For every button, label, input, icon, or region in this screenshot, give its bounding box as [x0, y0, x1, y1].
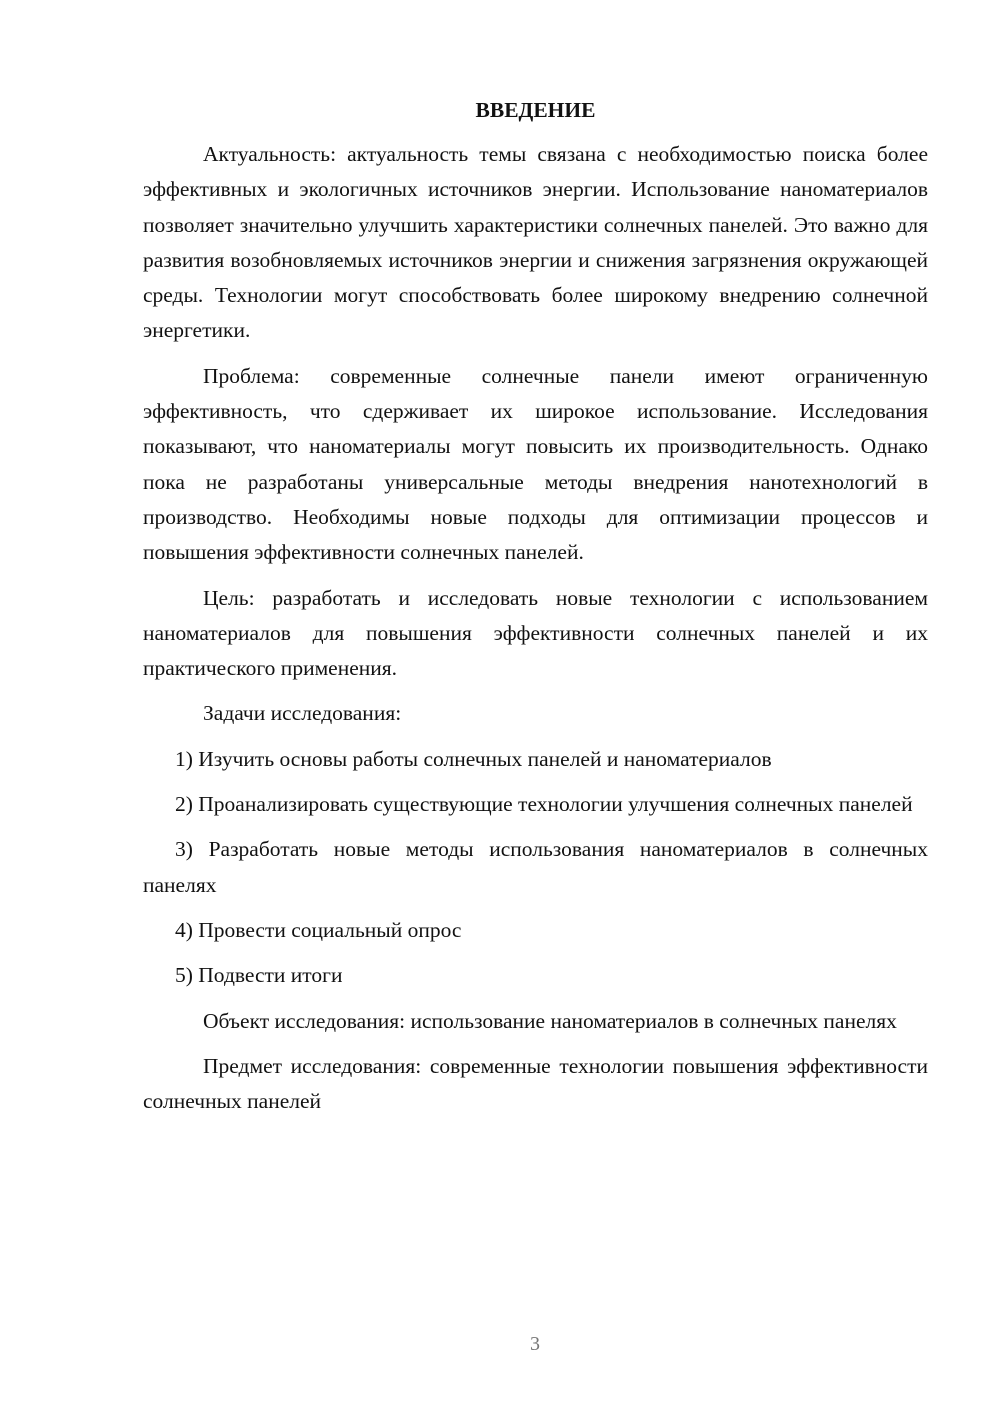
paragraph-problem: Проблема: современные солнечные панели имеют ограниченную эффективность, что сдерживает их широкое использование. Исследования показывают, что наноматериалы могут повысить их производительность. Однако пока не разработаны универсальные методы внедрения нанотехнологий в производство. Необходимы новые подходы для оптимизации процессов и повышения эффективности солнечных панелей. — [143, 363, 928, 565]
task-item-1: 1) Изучить основы работы солнечных панелей и наноматериалов — [175, 746, 772, 771]
tasks-heading: Задачи исследования: — [203, 701, 402, 726]
page-number: 3 — [530, 1333, 540, 1355]
section-heading: ВВЕДЕНИЕ — [475, 98, 596, 122]
paragraph-goal: Цель: разработать и исследовать новые технологии с использованием наноматериалов для повышения эффективности солнечных панелей и их практического применения. — [143, 585, 928, 681]
page-content — [143, 94, 928, 1129]
task-item-2: 2) Проанализировать существующие технологии улучшения солнечных панелей — [175, 792, 913, 817]
paragraph-relevance: Актуальность: актуальность темы связана с необходимостью поиска более эффективных и экологичных источников энергии. Использование наноматериалов позволяет значительно улучшить характеристики солнечных панелей. Это важно для развития возобновляемых источников энергии и снижения загрязнения окружающей среды. Технологии могут способствовать более широкому внедрению солнечной энергетики. — [143, 142, 928, 343]
paragraph-subject: Предмет исследования: современные технологии повышения эффективности солнечных панелей — [143, 1053, 928, 1114]
paragraph-object: Объект исследования: использование наноматериалов в солнечных панелях — [203, 1008, 897, 1033]
task-item-4: 4) Провести социальный опрос — [175, 917, 462, 942]
task-item-5: 5) Подвести итоги — [175, 963, 343, 988]
task-item-3: 3) Разработать новые методы использования наноматериалов в солнечных панелях — [143, 837, 928, 897]
